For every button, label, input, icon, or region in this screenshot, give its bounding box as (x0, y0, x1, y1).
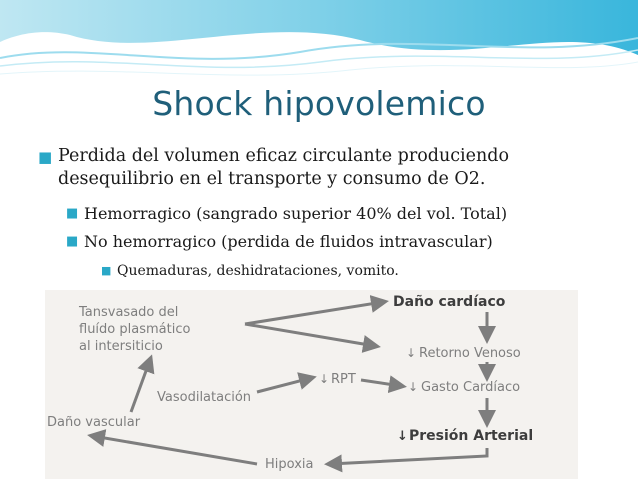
bullet-level2-no-hemorragico (66, 232, 493, 253)
bullet-text: Hemorragico (sangrado superior 40% del vol. Total) (84, 204, 508, 223)
shock-flow-diagram (45, 290, 578, 479)
node-dano-cardiaco: Daño cardíaco (393, 294, 506, 310)
bullet-level1 (38, 145, 618, 191)
node-tansvasado-line: fluído plasmático (79, 322, 191, 337)
arrow-tansvasado-to-dano-cardiaco (245, 302, 383, 324)
arrow-rpt-to-gasto (361, 380, 401, 386)
arrow-hipoxia-to-dano-vascular (93, 436, 257, 464)
bullet-text: No hemorragico (perdida de fluidos intravascular) (84, 232, 493, 251)
marker-down-presion-icon: ↓ (397, 429, 408, 444)
node-tansvasado-line: al intersiticio (79, 339, 163, 354)
node-rpt: RPT (331, 372, 356, 387)
bullet-level3-causas (101, 262, 399, 280)
bullet-level2-hemorragico (66, 204, 508, 225)
node-retorno-venoso: Retorno Venoso (419, 346, 521, 361)
marker-down-rpt-icon: ↓ (319, 372, 330, 386)
node-tansvasado-line: Tansvasado del (79, 305, 179, 320)
slide-title: Shock hipovolemico (152, 84, 486, 123)
bullet-marker-icon: ■ (66, 206, 79, 221)
bullet-marker-icon: ■ (38, 148, 53, 166)
bullet-line: Perdida del volumen eficaz circulante produciendo (58, 146, 509, 166)
arrow-presion-to-hipoxia (330, 448, 487, 464)
bullet-text: Quemaduras, deshidrataciones, vomito. (117, 263, 399, 279)
arrow-tansvasado-to-retorno (245, 324, 375, 346)
arrow-dano-vascular-to-tansvasado (131, 360, 150, 412)
node-hipoxia: Hipoxia (265, 457, 314, 472)
bullet-marker-icon: ■ (66, 234, 79, 249)
bullet-marker-icon: ■ (101, 264, 112, 277)
marker-down-retorno-icon: ↓ (406, 346, 417, 360)
marker-down-gasto-icon: ↓ (408, 380, 419, 394)
node-dano-vascular: Daño vascular (47, 415, 141, 430)
bullet-line: desequilibrio en el transporte y consumo de O2. (58, 168, 486, 189)
node-presion-arterial: Presión Arterial (409, 428, 534, 444)
header-wave-banner (0, 0, 638, 80)
arrow-vasodilatacion-to-rpt (257, 378, 311, 392)
node-gasto-cardiaco: Gasto Cardíaco (421, 380, 521, 395)
node-vasodilatacion: Vasodilatación (157, 390, 252, 405)
